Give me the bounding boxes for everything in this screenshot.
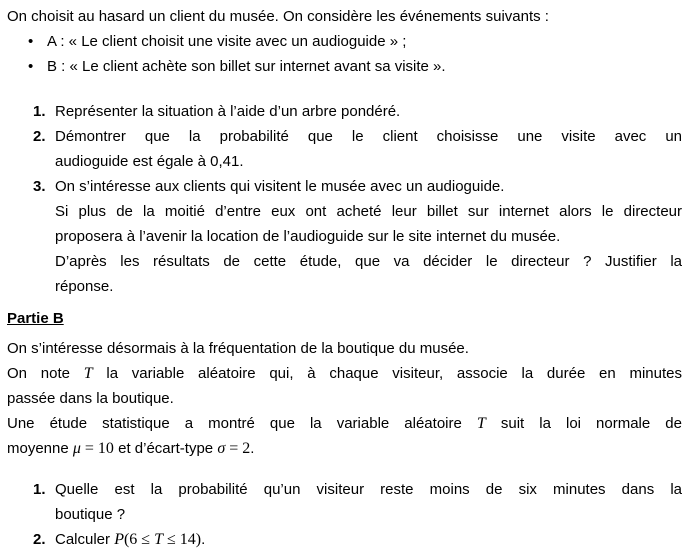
math-value: = 10 bbox=[80, 440, 114, 457]
text-line: Quelle est la probabilité qu’un visiteur reste moins de six minutes dans la bbox=[55, 481, 682, 498]
intro-paragraph: On choisit au hasard un client du musée. On considère les événements suivants : bbox=[7, 8, 549, 25]
question-item-a1 bbox=[7, 99, 682, 124]
event-a-text: A : « Le client choisit une visite avec un audioguide » ; bbox=[47, 33, 407, 50]
text-segment: . bbox=[250, 440, 255, 457]
question-text bbox=[55, 527, 682, 549]
question-number: 1. bbox=[33, 481, 46, 498]
text-segment: suit la loi normale de bbox=[485, 415, 682, 432]
text-segment: la variable aléatoire qui, à chaque visiteur, associe la durée en minutes bbox=[92, 365, 682, 382]
bullet-icon: • bbox=[28, 58, 34, 75]
text-segment: On note bbox=[7, 365, 84, 382]
partb-paragraph-3-line-2 bbox=[7, 436, 682, 461]
bullet-icon: • bbox=[28, 33, 34, 50]
partb-paragraph-2-line-1 bbox=[7, 361, 682, 386]
text-line bbox=[55, 527, 682, 549]
question-text bbox=[55, 174, 682, 299]
question-item-a2 bbox=[7, 124, 682, 174]
question-text bbox=[55, 124, 682, 174]
text-segment: et d’écart-type bbox=[113, 440, 218, 457]
text-line: Démontrer que la probabilité que le client choisisse une visite avec un bbox=[55, 128, 682, 145]
list-item-event-b bbox=[7, 54, 682, 79]
text-line: Représenter la situation à l’aide d’un arbre pondéré. bbox=[55, 103, 401, 120]
question-number: 1. bbox=[33, 103, 46, 120]
math-variable-T: T bbox=[83, 365, 93, 382]
math-expression: (6 ≤ bbox=[123, 531, 155, 548]
partb-paragraph-1: On s’intéresse désormais à la fréquentation de la boutique du musée. bbox=[7, 340, 469, 357]
math-variable-P: P bbox=[114, 531, 124, 548]
question-text bbox=[55, 99, 682, 124]
text-line: On s’intéresse aux clients qui visitent le musée avec un audioguide. bbox=[55, 178, 505, 195]
event-list bbox=[7, 29, 682, 79]
text-line: proposera à l’avenir la location de l’audioguide sur le site internet du musée. bbox=[55, 228, 561, 245]
text-line: boutique ? bbox=[55, 506, 126, 523]
list-item-event-a bbox=[7, 29, 682, 54]
question-item-b2 bbox=[7, 527, 682, 549]
text-line: réponse. bbox=[55, 278, 114, 295]
partie-b-heading: Partie B bbox=[7, 310, 64, 327]
question-item-a3 bbox=[7, 174, 682, 299]
math-value: = 2 bbox=[225, 440, 251, 457]
question-text bbox=[55, 477, 682, 527]
question-number: 3. bbox=[33, 178, 46, 195]
text-segment: Calculer bbox=[55, 531, 115, 548]
event-b-text: B : « Le client achète son billet sur internet avant sa visite ». bbox=[47, 58, 446, 75]
math-variable-mu: μ bbox=[72, 440, 81, 457]
partb-paragraph-3-line-1 bbox=[7, 411, 682, 436]
text-line: audioguide est égale à 0,41. bbox=[55, 153, 244, 170]
part-a-question-list bbox=[7, 99, 682, 299]
text-line: Si plus de la moitié d’entre eux ont acheté leur billet sur internet alors le directeur bbox=[55, 203, 682, 220]
partb-paragraph-2-line-2: passée dans la boutique. bbox=[7, 390, 174, 407]
math-variable-sigma: σ bbox=[217, 440, 226, 457]
math-variable-T: T bbox=[476, 415, 486, 432]
text-segment: Une étude statistique a montré que la variable aléatoire bbox=[7, 415, 477, 432]
math-expression: ≤ 14) bbox=[162, 531, 202, 548]
text-line: D’après les résultats de cette étude, que va décider le directeur ? Justifier la bbox=[55, 253, 682, 270]
text-segment: moyenne bbox=[7, 440, 73, 457]
text-segment: . bbox=[201, 531, 206, 548]
question-number: 2. bbox=[33, 531, 46, 548]
math-variable-T: T bbox=[154, 531, 163, 548]
question-item-b1 bbox=[7, 477, 682, 527]
part-b-question-list bbox=[7, 477, 682, 549]
question-number: 2. bbox=[33, 128, 46, 145]
